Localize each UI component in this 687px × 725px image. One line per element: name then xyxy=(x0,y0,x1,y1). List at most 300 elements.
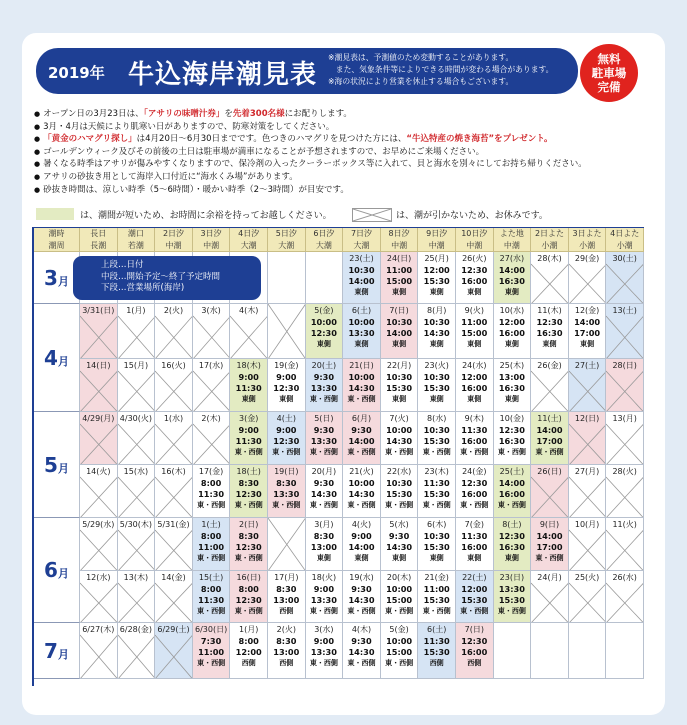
day-date: 6/28(金) xyxy=(119,625,152,634)
day-date: 27(水) xyxy=(499,254,525,263)
day-cell xyxy=(230,623,268,679)
day-date: 11(火) xyxy=(612,520,637,529)
end-time: 17:00 xyxy=(536,542,563,552)
day-date: 19(水) xyxy=(349,573,374,582)
end-time: 13:00 xyxy=(273,647,300,657)
notice-text: アサリの砂抜き用として海岸入口付近に“海水くみ場”があります。 xyxy=(43,171,298,182)
cell-format-legend xyxy=(73,256,261,300)
notice-highlight: “牛込特産の焼き海苔”をプレゼント。 xyxy=(406,134,553,145)
day-cell xyxy=(118,571,156,623)
end-time: 16:00 xyxy=(498,328,525,338)
day-cell xyxy=(494,304,532,359)
day-date: 22(水) xyxy=(386,467,412,476)
start-time: 12:30 xyxy=(536,317,563,327)
tide-type-label: 中潮 xyxy=(391,241,408,250)
beach-area: 東・西側 xyxy=(385,448,414,456)
day-date: 20(土) xyxy=(311,361,337,370)
cell-format-line: 下段…営業場所(海岸) xyxy=(101,283,185,293)
day-date: 10(月) xyxy=(574,520,600,529)
beach-area: 東・西側 xyxy=(422,448,451,456)
beach-area: 東側 xyxy=(467,395,482,403)
start-time: 8:30 xyxy=(238,478,259,488)
day-cell xyxy=(155,518,193,571)
day-cell xyxy=(306,304,344,359)
notice-item xyxy=(34,121,654,134)
day-cell xyxy=(80,412,118,465)
day-date: 3(月) xyxy=(314,520,334,529)
green-swatch xyxy=(36,208,74,220)
beach-area: 西側 xyxy=(279,607,294,615)
day-cell xyxy=(230,359,268,412)
day-cell xyxy=(531,465,569,518)
day-cell xyxy=(193,518,231,571)
day-cell xyxy=(80,359,118,412)
day-cell xyxy=(531,571,569,623)
beach-area: 東側 xyxy=(354,554,369,562)
day-date: 14(金) xyxy=(161,573,186,582)
day-cell xyxy=(569,359,607,412)
end-time: 12:30 xyxy=(235,542,262,552)
end-time: 13:30 xyxy=(310,595,337,605)
end-time: 16:30 xyxy=(498,383,525,393)
day-cell xyxy=(606,518,644,571)
day-date: 23(火) xyxy=(424,361,449,370)
tide-type-label: 大潮 xyxy=(240,241,257,250)
end-time: 11:00 xyxy=(198,647,225,657)
day-cell xyxy=(343,359,381,412)
notice-highlight: 「黄金のハマグリ探し」 xyxy=(43,134,137,145)
day-cell xyxy=(193,412,231,465)
start-time: 10:30 xyxy=(423,531,450,541)
tide-type-label: 大潮 xyxy=(278,241,295,250)
beach-area: 東側 xyxy=(580,340,595,348)
end-time: 16:00 xyxy=(461,276,488,286)
start-time: 12:30 xyxy=(461,478,488,488)
month-suffix: 月 xyxy=(57,354,69,368)
day-date: 4(土) xyxy=(276,414,296,423)
day-cell xyxy=(456,571,494,623)
end-time: 14:30 xyxy=(348,595,375,605)
start-time: 8:00 xyxy=(200,478,222,488)
corner-label: 潮周 xyxy=(48,241,65,250)
day-cell xyxy=(230,304,268,359)
tide-hours xyxy=(494,317,531,350)
end-time: 15:00 xyxy=(386,276,413,286)
start-time: 11:00 xyxy=(386,265,413,275)
start-time: 7:30 xyxy=(200,636,222,646)
tide-column-header xyxy=(268,228,306,252)
tide-type-label: 長潮 xyxy=(90,241,107,250)
day-date: 16(木) xyxy=(161,467,186,476)
day-cell xyxy=(230,518,268,571)
badge-line: 無料 xyxy=(597,52,621,66)
end-time: 14:30 xyxy=(348,489,375,499)
beach-area: 東側 xyxy=(429,395,444,403)
beach-area: 東・西側 xyxy=(535,554,564,562)
day-date: 6(土) xyxy=(351,306,372,315)
day-cell xyxy=(456,518,494,571)
beach-area: 東側 xyxy=(316,554,331,562)
start-time: 10:30 xyxy=(423,425,450,435)
month-number: 5 xyxy=(44,452,58,477)
day-date: 5(日) xyxy=(314,414,334,423)
start-time: 8:00 xyxy=(200,531,222,541)
day-date: 13(月) xyxy=(612,414,637,423)
tide-hours xyxy=(230,584,267,617)
start-time: 12:30 xyxy=(461,265,488,275)
end-time: 11:00 xyxy=(198,542,225,552)
beach-area: 東側 xyxy=(429,554,444,562)
notice-item xyxy=(34,158,654,171)
beach-area: 東側 xyxy=(467,340,482,348)
day-cell xyxy=(418,518,456,571)
beach-area: 東側 xyxy=(392,554,407,562)
start-time: 10:30 xyxy=(423,372,450,382)
tide-hours xyxy=(268,372,305,405)
start-time: 11:30 xyxy=(461,531,488,541)
beach-area: 東・西側 xyxy=(535,448,564,456)
tide-hours xyxy=(418,531,455,564)
day-cell xyxy=(306,359,344,412)
beach-area: 東・西側 xyxy=(272,501,301,509)
end-time: 13:30 xyxy=(348,328,375,338)
notice-text: ゴールデンウィーク及びその前後の土日は駐車場が満車になることが予想されますので、お早めにご来場ください。 xyxy=(43,146,485,157)
day-date: 9(日) xyxy=(539,520,560,529)
notice-item xyxy=(34,184,654,197)
beach-area: 東・西側 xyxy=(385,607,414,615)
day-cell xyxy=(343,304,381,359)
day-cell xyxy=(531,359,569,412)
day-date: 28(火) xyxy=(612,467,637,476)
day-date: 21(日) xyxy=(349,361,374,370)
day-cell xyxy=(494,518,532,571)
day-cell xyxy=(494,412,532,465)
day-date: 6/30(日) xyxy=(194,625,228,634)
day-date: 24(金) xyxy=(462,467,487,476)
tide-time-label: 9日汐 xyxy=(426,229,448,238)
end-time: 11:30 xyxy=(235,436,262,446)
day-date: 13(木) xyxy=(123,573,149,582)
beach-area: 東・西側 xyxy=(309,607,338,615)
tide-column-header xyxy=(606,228,644,252)
tide-column-header xyxy=(80,228,118,252)
day-date: 5/29(水) xyxy=(82,520,115,529)
day-date: 3(金) xyxy=(239,414,259,423)
title-banner xyxy=(36,48,578,94)
end-time: 16:00 xyxy=(461,542,488,552)
day-date: 26(日) xyxy=(537,467,562,476)
tide-hours xyxy=(531,425,568,458)
tide-hours xyxy=(343,317,380,350)
start-time: 14:00 xyxy=(536,425,563,435)
day-cell xyxy=(193,304,231,359)
day-cell xyxy=(418,252,456,304)
start-time: 9:00 xyxy=(276,425,297,435)
tide-time-label: 7日汐 xyxy=(350,229,373,238)
day-cell xyxy=(456,252,494,304)
beach-area: 東・西側 xyxy=(234,554,263,562)
day-cell xyxy=(606,465,644,518)
day-date: 1(土) xyxy=(201,520,221,529)
tide-time-label: 4日汐 xyxy=(238,229,260,238)
start-time: 10:00 xyxy=(386,584,413,594)
beach-area: 西側 xyxy=(241,659,256,667)
day-date: 28(日) xyxy=(612,361,637,370)
beach-area: 東・西側 xyxy=(272,448,301,456)
tide-hours xyxy=(494,584,531,617)
end-time: 16:00 xyxy=(461,436,488,446)
day-cell xyxy=(381,623,419,679)
beach-area: 東側 xyxy=(504,554,519,562)
beach-area: 東側 xyxy=(316,340,331,348)
day-cell xyxy=(569,518,607,571)
day-cell xyxy=(80,518,118,571)
tide-type-label: 小潮 xyxy=(616,241,633,250)
day-date: 19(金) xyxy=(274,361,299,370)
end-time: 16:30 xyxy=(498,436,525,446)
day-date: 8(土) xyxy=(502,520,522,529)
month-number: 6 xyxy=(44,558,58,582)
tide-time-label: 長日 xyxy=(90,229,107,238)
notice-text: にお配りします。 xyxy=(284,109,352,119)
tide-type-label: 小潮 xyxy=(541,241,558,250)
day-date: 4(木) xyxy=(239,306,259,315)
day-cell xyxy=(230,571,268,623)
day-cell xyxy=(343,412,381,465)
end-time: 13:30 xyxy=(273,489,300,499)
beach-area: 東側 xyxy=(241,395,256,403)
tide-type-label: 若潮 xyxy=(127,241,144,250)
day-cell xyxy=(494,623,532,679)
tide-column-header xyxy=(193,228,231,252)
tide-hours xyxy=(306,584,343,617)
start-time: 8:30 xyxy=(276,478,297,488)
tide-hours xyxy=(381,425,418,458)
day-cell xyxy=(456,412,494,465)
end-time: 14:00 xyxy=(348,436,375,446)
beach-area: 東・西側 xyxy=(385,659,414,667)
tide-hours xyxy=(230,478,267,511)
free-parking-badge xyxy=(580,44,638,102)
day-date: 5(水) xyxy=(389,520,409,529)
tide-column-header xyxy=(343,228,381,252)
beach-area: 西側 xyxy=(279,659,294,667)
start-time: 14:00 xyxy=(498,265,525,275)
beach-area: 東・西側 xyxy=(347,607,376,615)
legend-green-text: は、潮間が短いため、お時間に余裕を持ってお越しください。 xyxy=(80,211,332,221)
tide-hours xyxy=(531,317,568,350)
tide-hours xyxy=(494,478,531,511)
start-time: 11:00 xyxy=(423,584,450,594)
day-cell xyxy=(80,623,118,679)
end-time: 15:30 xyxy=(386,383,413,393)
bullet-dot-icon: ● xyxy=(34,160,41,169)
month-suffix: 月 xyxy=(57,647,69,661)
badge-line: 駐車場 xyxy=(591,66,627,80)
tide-time-label: 8日汐 xyxy=(388,229,410,238)
day-cell xyxy=(343,465,381,518)
beach-area: 東・西側 xyxy=(309,448,338,456)
start-time: 12:30 xyxy=(498,425,525,435)
day-cell xyxy=(418,571,456,623)
notice-text: は4月20日～6月30日までです。色つきのハマグリを見つけた方には、 xyxy=(136,134,407,145)
tide-column-header xyxy=(494,228,532,252)
beach-area: 東・西側 xyxy=(385,501,414,509)
month-label xyxy=(34,623,80,679)
tide-hours xyxy=(381,531,418,564)
day-cell xyxy=(155,412,193,465)
beach-area: 東・西側 xyxy=(497,607,526,615)
day-cell xyxy=(531,412,569,465)
day-date: 8(水) xyxy=(427,414,447,423)
day-date: 6/29(土) xyxy=(157,625,190,634)
day-cell xyxy=(155,623,193,679)
tide-hours xyxy=(268,636,305,669)
day-date: 27(土) xyxy=(574,361,600,370)
end-time: 12:30 xyxy=(273,436,300,446)
day-date: 7(日) xyxy=(464,625,484,634)
day-date: 15(土) xyxy=(198,573,224,582)
day-cell xyxy=(569,571,607,623)
end-time: 12:30 xyxy=(273,383,300,393)
day-cell xyxy=(606,359,644,412)
start-time: 8:30 xyxy=(276,584,297,594)
tide-type-label: 小潮 xyxy=(579,241,596,250)
start-time: 10:30 xyxy=(348,265,375,275)
day-date: 24(水) xyxy=(462,361,487,370)
month-number: 7 xyxy=(44,638,58,663)
notice-text: 砂抜き時間は、涼しい時季（5～6時間）・暖かい時季（2～3時間）が目安です。 xyxy=(43,184,349,195)
end-time: 14:30 xyxy=(386,542,413,552)
beach-area: 東・西側 xyxy=(197,501,226,509)
day-date: 25(木) xyxy=(499,361,525,370)
end-time: 13:30 xyxy=(310,383,337,393)
day-cell xyxy=(268,518,306,571)
day-cell xyxy=(456,304,494,359)
day-cell xyxy=(569,623,607,679)
day-cell xyxy=(418,623,456,679)
beach-area: 東・西側 xyxy=(197,607,226,615)
day-cell xyxy=(230,412,268,465)
day-cell xyxy=(118,304,156,359)
tide-hours xyxy=(381,584,418,617)
banner-note: ※潮見表は、予測値のため変動することがあります。 xyxy=(328,53,514,62)
start-time: 10:00 xyxy=(348,478,375,488)
end-time: 17:00 xyxy=(574,328,601,338)
beach-area: 東・西側 xyxy=(309,395,338,403)
bullet-dot-icon: ● xyxy=(34,172,41,181)
tide-column-header xyxy=(418,228,456,252)
day-date: 26(水) xyxy=(612,573,637,582)
notice-list xyxy=(34,108,654,196)
tide-hours xyxy=(306,636,343,669)
day-cell xyxy=(80,465,118,518)
tide-hours xyxy=(456,425,493,458)
tide-hours xyxy=(343,372,380,405)
day-cell xyxy=(531,623,569,679)
tide-hours xyxy=(418,478,455,511)
start-time: 8:30 xyxy=(238,531,259,541)
month-suffix: 月 xyxy=(57,461,69,475)
day-cell xyxy=(569,465,607,518)
end-time: 14:00 xyxy=(348,276,375,286)
day-date: 25(火) xyxy=(574,573,600,582)
day-cell xyxy=(569,252,607,304)
beach-area: 東側 xyxy=(279,395,294,403)
tide-hours xyxy=(306,478,343,511)
day-cell xyxy=(268,571,306,623)
notice-item xyxy=(34,146,654,159)
day-date: 6(土) xyxy=(427,625,447,634)
day-cell xyxy=(606,412,644,465)
day-cell xyxy=(418,465,456,518)
tide-type-label: 中潮 xyxy=(466,241,483,250)
tide-hours xyxy=(343,265,380,298)
day-cell xyxy=(343,252,381,304)
end-time: 14:30 xyxy=(310,489,337,499)
tide-hours xyxy=(381,478,418,511)
end-time: 16:00 xyxy=(498,489,525,499)
beach-area: 東・西側 xyxy=(309,659,338,667)
day-cell xyxy=(155,571,193,623)
start-time: 13:30 xyxy=(498,584,525,594)
day-cell xyxy=(381,518,419,571)
beach-area: 東・西側 xyxy=(422,501,451,509)
beach-area: 東側 xyxy=(392,288,407,296)
start-time: 13:00 xyxy=(498,372,525,382)
day-cell xyxy=(418,412,456,465)
end-time: 13:30 xyxy=(310,436,337,446)
tide-hours xyxy=(343,584,380,617)
notice-item xyxy=(34,133,654,146)
day-date: 11(土) xyxy=(537,414,562,423)
start-time: 9:30 xyxy=(313,372,335,382)
day-date: 10(金) xyxy=(499,414,525,423)
tide-hours xyxy=(343,425,380,458)
end-time: 14:30 xyxy=(386,436,413,446)
tide-hours xyxy=(494,265,531,298)
day-cell xyxy=(381,571,419,623)
end-time: 15:30 xyxy=(423,436,450,446)
tide-hours xyxy=(456,265,493,298)
end-time: 15:00 xyxy=(461,328,488,338)
start-time: 9:00 xyxy=(313,636,335,646)
day-date: 24(日) xyxy=(386,254,412,263)
start-time: 11:30 xyxy=(423,636,450,646)
tide-column-header xyxy=(155,228,193,252)
day-cell xyxy=(230,465,268,518)
day-cell xyxy=(155,465,193,518)
banner-note: ※海の状況により営業を休止する場合もございます。 xyxy=(328,77,514,86)
day-cell xyxy=(381,412,419,465)
start-time: 9:30 xyxy=(351,425,372,435)
beach-area: 東側 xyxy=(504,340,519,348)
tide-hours xyxy=(193,531,230,564)
notice-text: 暑くなる時季はアサリが傷みやすくなりますので、保冷剤の入ったクーラーボックス等に入れて、貝と海水を別々にしてお持ち帰りください。 xyxy=(43,159,587,170)
tide-type-label: 中潮 xyxy=(503,241,520,250)
tide-hours xyxy=(418,265,455,298)
tide-hours xyxy=(381,265,418,298)
bullet-dot-icon: ● xyxy=(34,147,41,156)
tide-hours xyxy=(381,636,418,669)
start-time: 10:00 xyxy=(386,636,413,646)
start-time: 11:30 xyxy=(461,425,488,435)
day-cell xyxy=(193,623,231,679)
start-time: 10:30 xyxy=(386,478,413,488)
beach-area: 東側 xyxy=(429,288,444,296)
day-date: 4/30(火) xyxy=(119,414,152,423)
start-time: 11:30 xyxy=(423,478,450,488)
